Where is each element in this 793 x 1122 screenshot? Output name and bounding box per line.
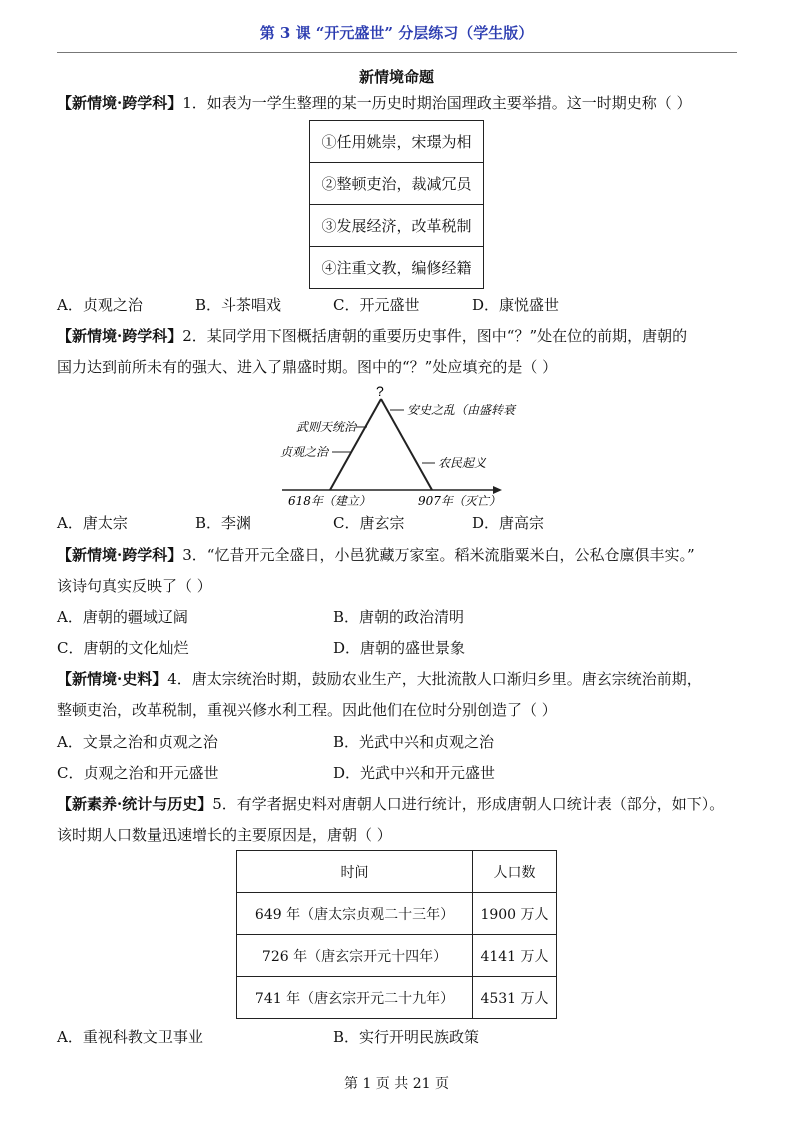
option-d: D．唐朝的盛世景象 [333,639,466,657]
option-b: B．光武中兴和贞观之治 [333,733,495,751]
column-header: 时间 [237,851,473,893]
question-text: 5．有学者据史料对唐朝人口进行统计，形成唐朝人口统计表（部分，如下）。 [212,795,725,813]
question-tag: 【新情境·史料】 [57,670,168,688]
question-4 [57,669,742,689]
table-cell: ①任用姚崇，宋璟为相 [310,121,484,163]
table-cell: 4141 万人 [473,935,557,977]
option-c: C．贞观之治和开元盛世 [57,764,219,782]
start-label: 618年（建立） [288,494,371,508]
table-cell: 1900 万人 [473,893,557,935]
wu-zetian-label: 武则天统治 [295,420,356,434]
option-d: D．光武中兴和开元盛世 [333,764,496,782]
option-a: A．文景之治和贞观之治 [57,733,218,751]
page-footer: 第 1 页 共 21 页 [344,1076,449,1092]
table-cell: ②整顿吏治，裁减冗员 [310,163,484,205]
option-a: A．贞观之治 [57,296,143,314]
table-row [310,121,484,163]
option-c: C．唐朝的文化灿烂 [57,639,189,657]
option-d: D．康悦盛世 [472,296,560,314]
question-tag: 【新情境·跨学科】 [57,94,183,112]
option-b: B．斗茶唱戏 [195,296,282,314]
table-cell: 741 年（唐玄宗开元二十九年） [237,977,473,1019]
peasant-label: 农民起义 [438,456,487,470]
question-5-line-2: 该时期人口数量迅速增长的主要原因是，唐朝（ ） [57,826,392,844]
question-2 [57,326,742,346]
question-2-line-2: 国力达到前所未有的强大、进入了鼎盛时期。图中的“？”处应填充的是（ ） [57,358,558,376]
table-row [310,163,484,205]
rise-line [330,399,381,490]
table-row [310,205,484,247]
question-text: 1．如表为一学生整理的某一历史时期治国理政主要举措。这一时期史称（ ） [182,94,692,112]
question-tag: 【新情境·跨学科】 [57,546,183,564]
measures-table [309,120,484,289]
question-text: 2．某同学用下图概括唐朝的重要历史事件，图中“？”处在位的前期，唐朝的 [182,327,688,345]
table-row [237,977,557,1019]
table-cell: 4531 万人 [473,977,557,1019]
table-cell: ④注重文教，编修经籍 [310,247,484,289]
question-3 [57,545,742,565]
question-4-line-2: 整顿吏治，改革税制，重视兴修水利工程。因此他们在位时分别创造了（ ） [57,701,557,719]
question-tag: 【新素养·统计与历史】 [57,795,213,813]
population-table [236,850,557,1019]
anshi-label: 安史之乱（由盛转衰 [407,403,516,417]
question-1 [57,93,742,113]
option-d: D．唐高宗 [472,514,545,532]
table-header-row [237,851,557,893]
table-cell: ③发展经济，改革税制 [310,205,484,247]
question-text: 3．“忆昔开元全盛日，小邑犹藏万家室。稻米流脂粟米白，公私仓廪俱丰实。” [182,546,695,564]
column-header: 人口数 [473,851,557,893]
option-b: B．实行开明民族政策 [333,1028,480,1046]
question-tag: 【新情境·跨学科】 [57,327,183,345]
option-a: A．重视科教文卫事业 [57,1028,203,1046]
table-cell: 726 年（唐玄宗开元十四年） [237,935,473,977]
tang-history-diagram [260,383,520,508]
question-text: 4．唐太宗统治时期，鼓励农业生产，大批流散人口渐归乡里。唐玄宗统治前期， [167,670,702,688]
option-c: C．唐玄宗 [333,514,405,532]
option-a: A．唐太宗 [57,514,128,532]
option-a: A．唐朝的疆域辽阔 [57,608,188,626]
table-row [237,893,557,935]
apex-label: ? [376,383,384,399]
option-c: C．开元盛世 [333,296,420,314]
end-label: 907年（灭亡） [418,494,501,508]
question-3-line-2: 该诗句真实反映了（ ） [57,577,212,595]
zhenguan-label: 贞观之治 [279,445,328,459]
table-row [310,247,484,289]
table-row [237,935,557,977]
option-b: B．唐朝的政治清明 [333,608,465,626]
section-title: 新情境命题 [358,68,434,86]
option-b: B．李渊 [195,514,252,532]
header-divider [57,52,737,53]
table-cell: 649 年（唐太宗贞观二十三年） [237,893,473,935]
page-header: 第 3 课 “开元盛世” 分层练习（学生版） [259,24,534,42]
arrow-head-icon [493,486,502,494]
question-5 [57,794,742,814]
